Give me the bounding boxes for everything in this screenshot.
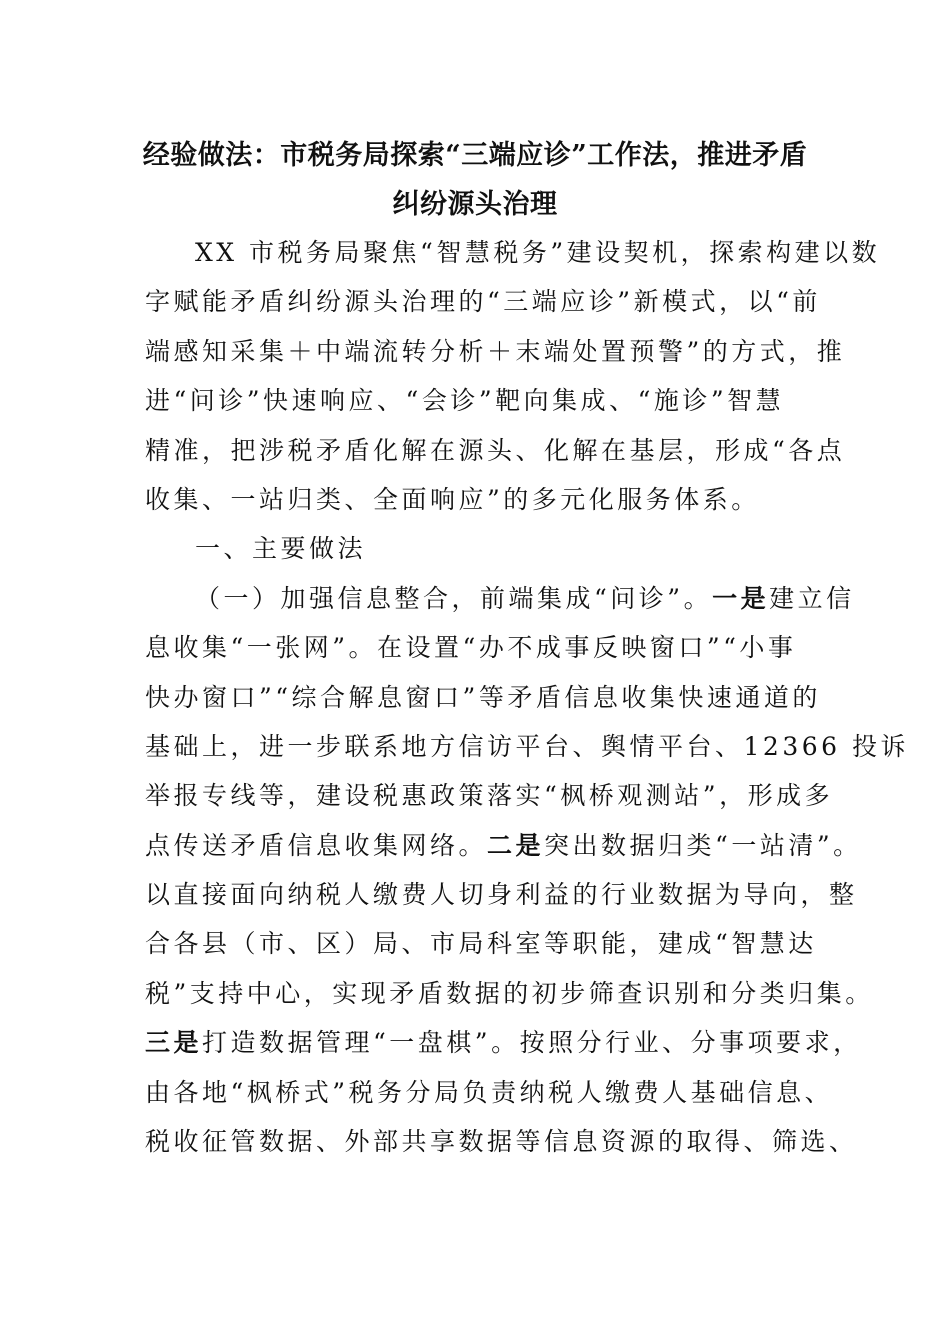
- paragraph-line: 字赋能矛盾纠纷源头治理的“三端应诊”新模式，以“前: [145, 287, 821, 317]
- document-title-line-1: 经验做法：市税务局探索“三端应诊”工作法，推进矛盾: [142, 140, 808, 171]
- document-body: [145, 228, 909, 1166]
- paragraph-line: 收集、一站归类、全面响应”的多元化服务体系。: [145, 484, 760, 514]
- paragraph-line: XX 市税务局聚焦“智慧税务”建设契机，探索构建以数: [195, 238, 881, 267]
- section-heading: 一、主要做法: [195, 534, 367, 564]
- paragraph-line: 由各地“枫桥式”税务分局负责纳税人缴费人基础信息、: [145, 1077, 834, 1107]
- paragraph-line: 合各县（市、区）局、市局科室等职能，建成“智慧达: [145, 929, 817, 959]
- text-run: 突出数据归类“一站清”。: [544, 830, 862, 860]
- document-title-line-2: 纠纷源头治理: [392, 189, 558, 220]
- text-run: 打造数据管理“一盘棋”。按照分行业、分事项要求，: [202, 1028, 862, 1058]
- paragraph-line: 税收征管数据、外部共享数据等信息资源的取得、筛选、: [145, 1127, 858, 1157]
- emphasis-marker: 一是: [712, 583, 770, 613]
- text-run: 建立信: [769, 583, 855, 613]
- paragraph-line: 端感知采集＋中端流转分析＋末端处置预警”的方式，推: [145, 336, 846, 366]
- subsection-heading: （一）加强信息整合，前端集成“问诊”。: [195, 583, 713, 613]
- paragraph-line: 精准，把涉税矛盾化解在源头、化解在基层，形成“各点: [145, 435, 846, 465]
- emphasis-marker: 二是: [487, 830, 545, 860]
- paragraph-line: 息收集“一张网”。在设置“办不成事反映窗口”“小事: [145, 633, 797, 663]
- paragraph-line: 以直接面向纳税人缴费人切身利益的行业数据为导向，整: [145, 880, 858, 910]
- text-run: 点传送矛盾信息收集网络。: [145, 830, 488, 860]
- paragraph-line: 举报专线等，建设税惠政策落实“枫桥观测站”，形成多: [145, 781, 834, 811]
- paragraph-line: [145, 574, 855, 623]
- emphasis-marker: 三是: [145, 1028, 203, 1058]
- paragraph-line: 进“问诊”快速响应、“会诊”靶向集成、“施诊”智慧: [145, 386, 785, 416]
- paragraph-line: [145, 1018, 862, 1067]
- paragraph-line: 基础上，进一步联系地方信访平台、舆情平台、12366 投诉: [145, 731, 909, 761]
- paragraph-line: 税”支持中心，实现矛盾数据的初步筛查识别和分类归集。: [145, 978, 874, 1008]
- paragraph-line: 快办窗口”“综合解息窗口”等矛盾信息收集快速通道的: [145, 682, 821, 712]
- paragraph-line: [145, 821, 862, 870]
